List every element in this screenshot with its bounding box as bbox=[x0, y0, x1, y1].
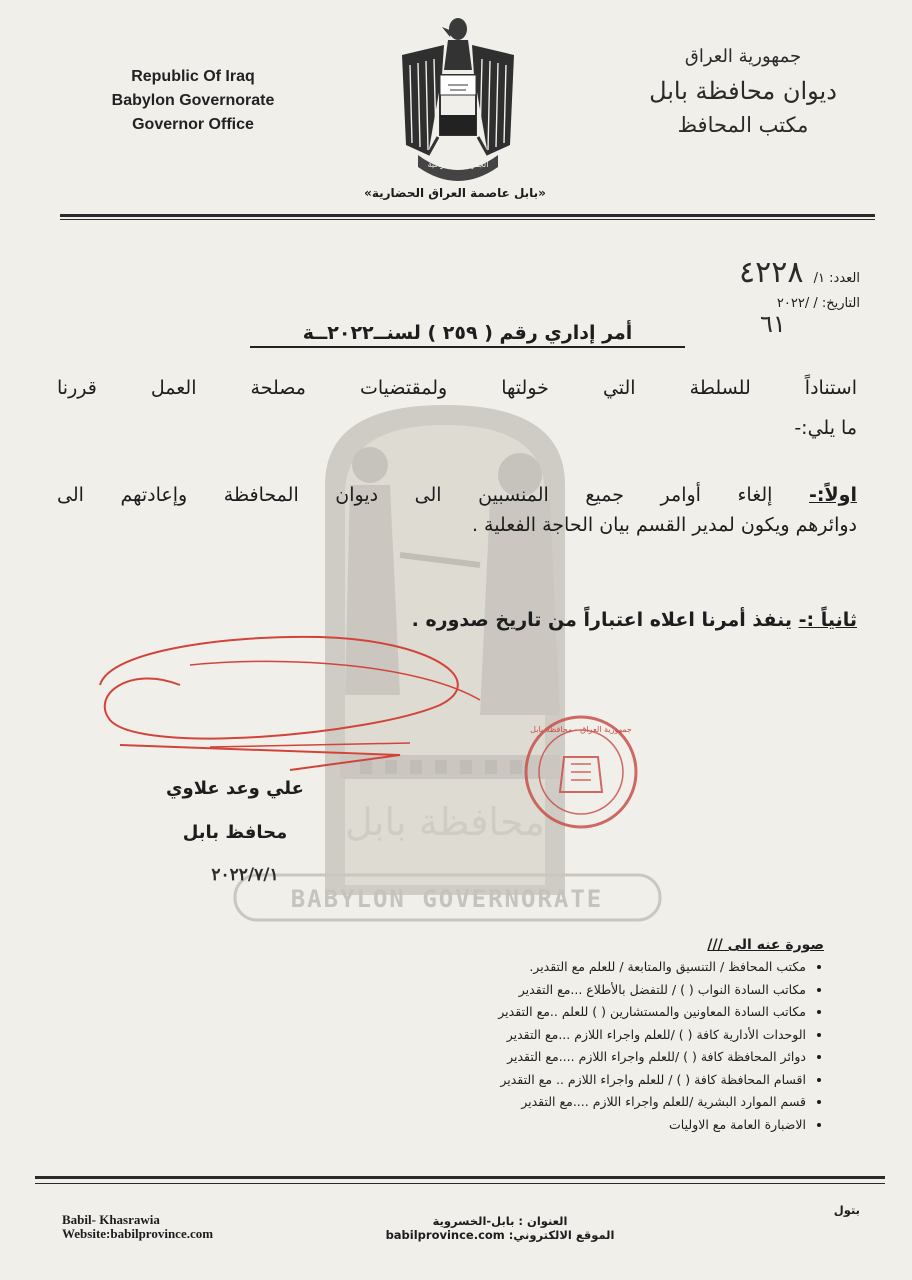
footer-website-ar: babilprovince.com :الموقع الالكتروني bbox=[385, 1228, 615, 1242]
intro-line-1: استناداً للسلطة التي خولتها ولمقتضيات مصلحة العمل قررنا bbox=[57, 377, 857, 399]
clause-first-text: إلغاء أوامر جميع المنسبين الى ديوان المحافظة وإعادتهم الى bbox=[57, 484, 810, 506]
iraq-eagle-emblem-icon bbox=[398, 15, 518, 185]
date-label: التاريخ: / /٢٠٢٢ bbox=[776, 296, 860, 311]
clause-first-label: اولاً:- bbox=[809, 484, 857, 506]
clause-first bbox=[57, 480, 857, 540]
official-stamp-icon bbox=[516, 712, 646, 832]
footer-address-ar bbox=[385, 1214, 615, 1242]
governor-signature-icon bbox=[90, 625, 510, 790]
footer-location-en: Babil- Khasrawia bbox=[62, 1212, 160, 1227]
copies-list bbox=[206, 956, 820, 1136]
letterhead-office-ar: مكتب المحافظ bbox=[677, 113, 809, 137]
watermark-arabic-text: محافظة بابل bbox=[345, 800, 545, 844]
letterhead-country-ar: جمهورية العراق bbox=[684, 46, 802, 67]
watermark-english-text: BABYLON GOVERNORATE bbox=[290, 885, 604, 913]
number-label: العدد: ١/ bbox=[813, 271, 860, 286]
intro-line-2: ما يلي:- bbox=[794, 417, 857, 439]
copy-recipient: • دوائر المحافظة كافة ( ) /للعلم واجراء اللازم ....مع التقدير bbox=[206, 1046, 806, 1069]
clause-first-text-2: دوائرهم ويكون لمدير القسم بيان الحاجة الفعلية . bbox=[471, 514, 857, 536]
motto: «بابل عاصمة العراق الحضارية» bbox=[364, 186, 546, 200]
stamp-text: جمهورية العراق - محافظة بابل bbox=[530, 725, 632, 734]
copy-recipient: • الوحدات الأدارية كافة ( ) /للعلم واجراء اللازم ...مع التقدير bbox=[206, 1024, 806, 1047]
footer-location-ar: العنوان : بابل-الخسروية bbox=[432, 1214, 568, 1228]
footer-website-en: Website:babilprovince.com bbox=[62, 1226, 214, 1241]
footer-typist: بتول bbox=[833, 1203, 860, 1217]
footer-address-en bbox=[62, 1213, 213, 1241]
copy-recipient: • الاضبارة العامة مع الاوليات bbox=[206, 1114, 806, 1137]
footer-divider-thin bbox=[35, 1183, 885, 1184]
date-handwritten: ٦١ bbox=[760, 310, 786, 338]
header-divider-thin bbox=[60, 219, 875, 220]
copy-recipient: • قسم الموارد البشرية /للعلم واجراء اللازم ....مع التقدير bbox=[206, 1091, 806, 1114]
document-number-row bbox=[739, 255, 860, 290]
letterhead-governorate-ar: ديوان محافظة بابل bbox=[649, 77, 837, 105]
intro-paragraph bbox=[57, 373, 857, 443]
emblem-scroll-text: الجمهورية العراقية bbox=[427, 160, 489, 169]
signature-date: ٢٠٢٢/٧/١ bbox=[211, 865, 279, 885]
copy-recipient: • مكتب المحافظ / التنسيق والمتابعة / للعلم مع التقدير. bbox=[206, 956, 806, 979]
signatory-name: علي وعد علاوي bbox=[166, 778, 304, 799]
letterhead-governorate: Babylon Governorate bbox=[111, 92, 275, 109]
copies-title: صورة عنه الى /// bbox=[707, 937, 824, 953]
footer-divider bbox=[35, 1176, 885, 1179]
english-letterhead bbox=[98, 65, 288, 137]
document-date-row bbox=[777, 296, 860, 311]
copy-recipient: • مكاتب السادة النواب ( ) / للتفضل بالأطلاع ...مع التقدير bbox=[206, 979, 806, 1002]
arabic-letterhead bbox=[648, 40, 838, 142]
order-title: أمر إداري رقم ( ٢٥٩ ) لسنــ٢٠٢٢ــة bbox=[250, 322, 685, 348]
clause-second-text: ينفذ أمرنا اعلاه اعتباراً من تاريخ صدوره . bbox=[411, 609, 799, 631]
letterhead-office: Governor Office bbox=[132, 116, 254, 133]
copy-recipient: • اقسام المحافظة كافة ( ) / للعلم واجراء اللازم .. مع التقدير bbox=[206, 1069, 806, 1092]
copy-recipient: • مكاتب السادة المعاونين والمستشارين ( ) للعلم ..مع التقدير bbox=[206, 1001, 806, 1024]
signatory-position: محافظ بابل bbox=[182, 822, 288, 843]
header-divider bbox=[60, 214, 875, 217]
number-value: ٤٢٢٨ bbox=[739, 255, 804, 290]
clause-second-label: ثانياً :- bbox=[798, 609, 857, 631]
letterhead-country: Republic Of Iraq bbox=[131, 68, 255, 85]
